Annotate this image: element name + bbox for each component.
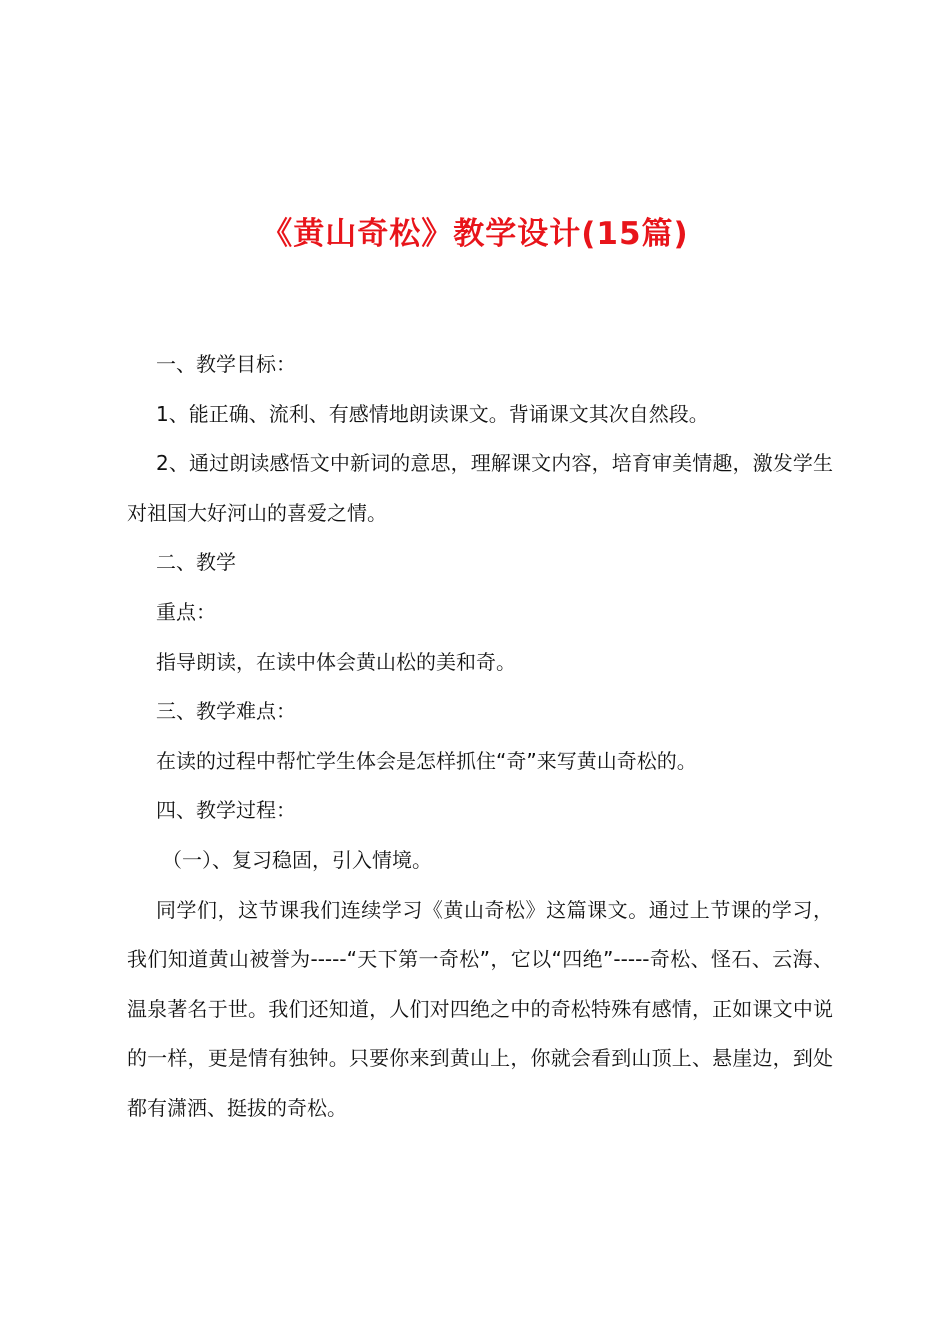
key-point-text: 指导朗读，在读中体会黄山松的美和奇。: [156, 649, 516, 674]
document-title: 《黄山奇松》教学设计(15篇): [261, 216, 689, 252]
key-point-label: 重点：: [156, 599, 216, 624]
difficulty-text: 在读的过程中帮忙学生体会是怎样抓住“奇”来写黄山奇松的。: [156, 748, 697, 773]
section-heading-difficulty: 三、教学难点：: [156, 699, 296, 724]
objective-item-1: 1、能正确、流利、有感情地朗读课文。背诵课文其次自然段。: [156, 401, 709, 426]
section-heading-teaching: 二、教学: [156, 550, 236, 575]
section-heading-process: 四、教学过程：: [156, 798, 296, 823]
section-heading-objectives: 一、教学目标：: [156, 352, 296, 376]
objective-item-2: 2、通过朗读感悟文中新词的意思，理解课文内容，培育审美情趣，激发学生对祖国大好河山的喜爱之情。: [127, 451, 833, 525]
process-step-1-text: 同学们，这节课我们连续学习《黄山奇松》这篇课文。通过上节课的学习，我们知道黄山被誉为-----“天下第一奇松”，它以“四绝”-----奇松、怪石、云海、温泉著名于世。我们还知道，人们对四绝之中的奇松特殊有感情，正如课文中说的一样，更是情有独钟。只要你来到黄山上，你就会看到山顶上、悬崖边，到处都有潇洒、挺拔的奇松。: [127, 897, 833, 1120]
process-step-1-heading: （一）、复习稳固，引入情境。: [162, 847, 432, 872]
document-body: [127, 340, 833, 1134]
